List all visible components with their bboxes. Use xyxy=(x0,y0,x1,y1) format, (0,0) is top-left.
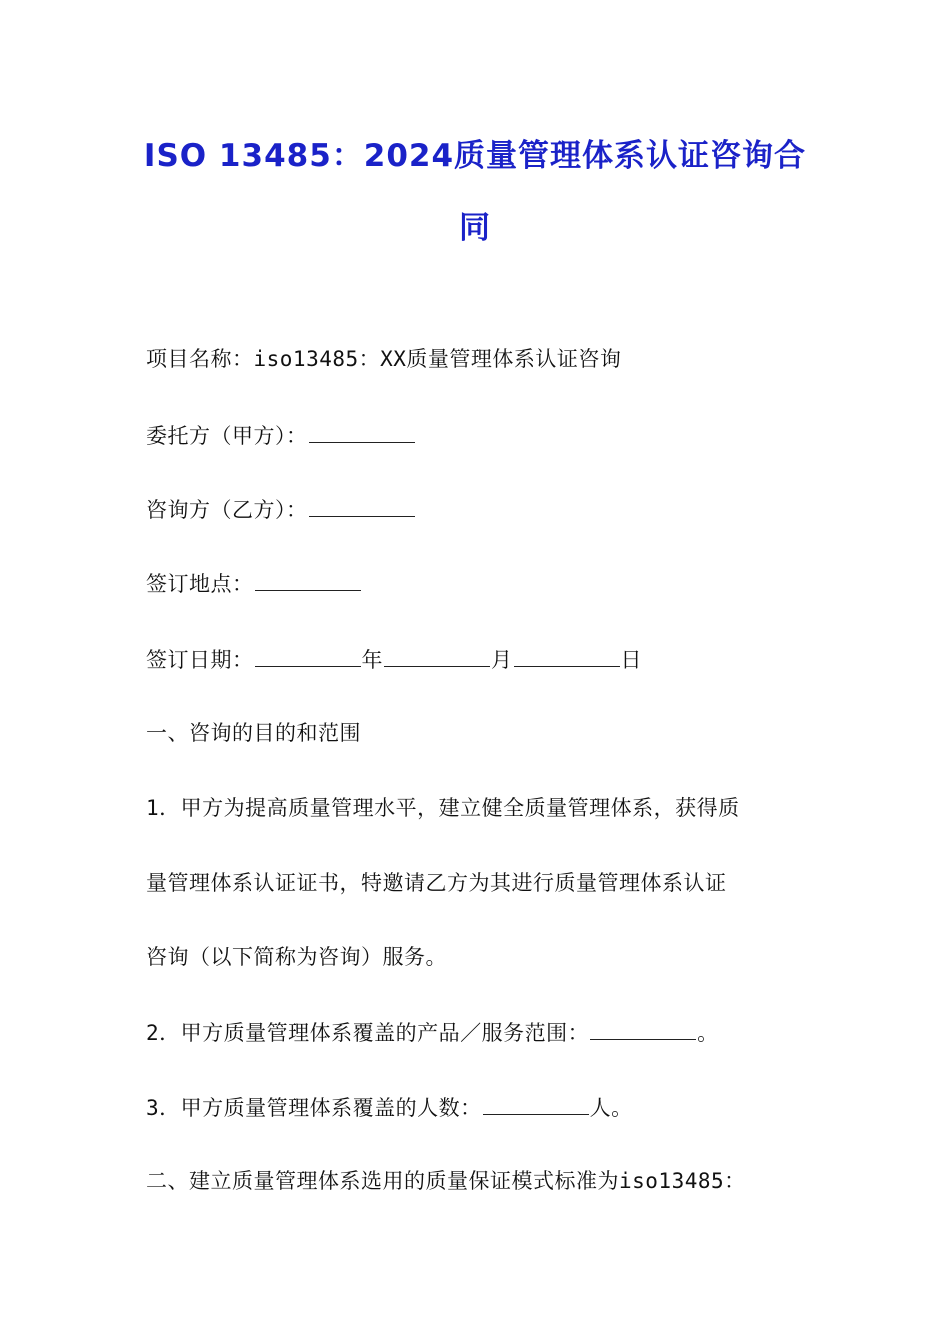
client-label: 委托方（甲方）： xyxy=(146,424,308,448)
item-1-line-2: 量管理体系认证证书，特邀请乙方为其进行质量管理体系认证 xyxy=(146,871,727,895)
item-2-text: 2．甲方质量管理体系覆盖的产品／服务范围： xyxy=(146,1021,590,1045)
section-2-heading: 二、建立质量管理体系选用的质量保证模式标准为iso13485： xyxy=(146,1169,746,1193)
document-title-line-2: 同 xyxy=(459,210,491,246)
place-label: 签订地点： xyxy=(146,572,254,596)
document-title-line-1: ISO 13485：2024质量管理体系认证咨询合 xyxy=(143,138,807,174)
client-blank xyxy=(309,420,415,443)
date-month-label: 月 xyxy=(491,648,513,672)
section-1-heading: 一、咨询的目的和范围 xyxy=(146,721,361,745)
place-blank xyxy=(255,568,361,591)
item-3-suffix: 人。 xyxy=(589,1096,633,1120)
consultant-label: 咨询方（乙方）： xyxy=(146,498,308,522)
item-1-line-3: 咨询（以下简称为咨询）服务。 xyxy=(146,945,447,969)
item-2-blank xyxy=(590,1017,696,1040)
item-3-blank xyxy=(483,1092,589,1115)
date-day-blank xyxy=(514,644,620,667)
item-3-line xyxy=(146,1092,816,1123)
consultant-blank xyxy=(309,494,415,517)
project-name-line xyxy=(146,344,816,374)
date-day-label: 日 xyxy=(620,648,642,672)
date-month-blank xyxy=(384,644,490,667)
project-name-text: 项目名称：iso13485：XX质量管理体系认证咨询 xyxy=(146,347,622,371)
item-1-line-1: 1．甲方为提高质量管理水平，建立健全质量管理体系，获得质 xyxy=(146,796,740,820)
client-line xyxy=(146,420,816,451)
consultant-line xyxy=(146,494,816,525)
place-line xyxy=(146,568,816,599)
date-label: 签订日期： xyxy=(146,648,254,672)
item-2-suffix: 。 xyxy=(697,1021,719,1045)
date-line xyxy=(146,644,816,675)
item-3-text: 3．甲方质量管理体系覆盖的人数： xyxy=(146,1096,482,1120)
date-year-blank xyxy=(255,644,361,667)
item-2-line xyxy=(146,1017,816,1048)
date-year-label: 年 xyxy=(361,648,383,672)
